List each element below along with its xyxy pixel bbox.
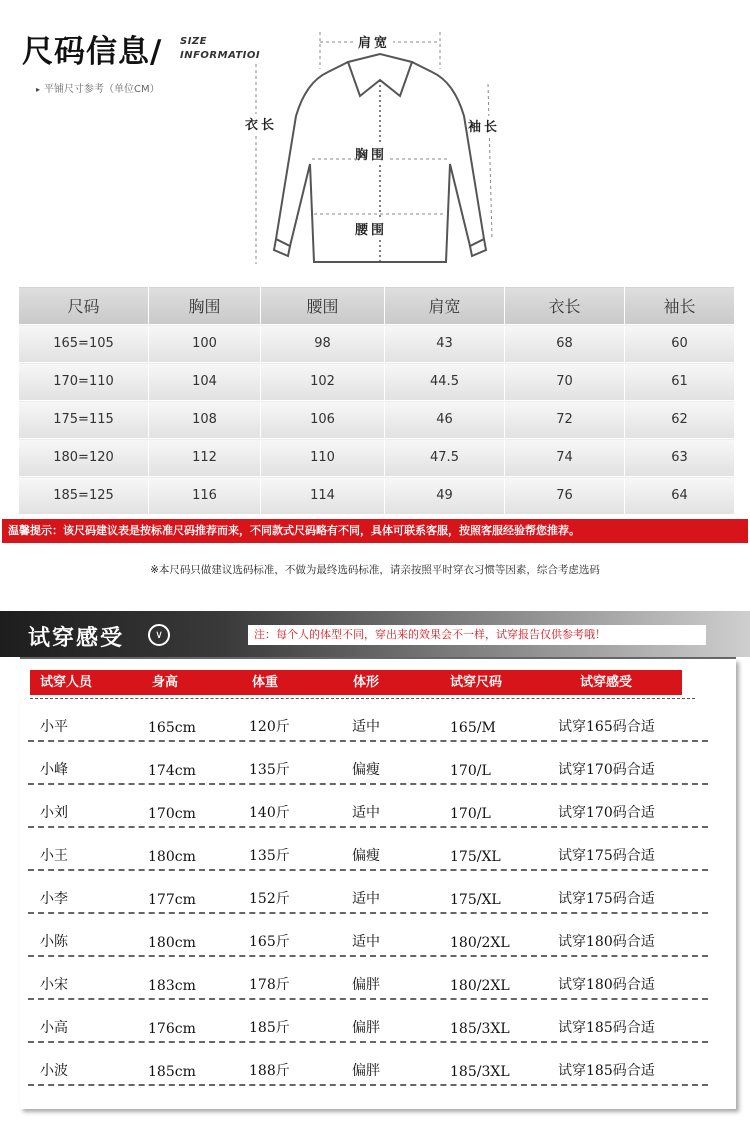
warning-banner: 温馨提示：该尺码建议表是按标准尺码推荐而来，不同款式尺码略有不同，具体可联系客服，按照客服经验帮您推荐。 (2, 519, 748, 543)
tester-feel: 试穿180码合适 (558, 977, 655, 993)
table-cell: 106 (261, 401, 385, 439)
tester-size: 185/3XL (450, 1021, 510, 1037)
table-cell: 61 (625, 363, 735, 401)
table-cell: 170=110 (19, 363, 149, 401)
tester-feel: 试穿170码合适 (558, 805, 655, 821)
table-cell: 43 (385, 325, 505, 363)
tester-weight: 152斤 (249, 891, 290, 907)
tester-weight: 135斤 (249, 762, 290, 778)
page-title: 尺码信息/ (22, 34, 163, 70)
tester-weight: 178斤 (249, 977, 290, 993)
table-cell: 44.5 (385, 363, 505, 401)
label-sleeve: 袖长 (468, 116, 500, 135)
tester-height: 174cm (148, 763, 196, 779)
tester-height: 177cm (148, 892, 196, 908)
tester-height: 185cm (148, 1064, 196, 1080)
tester-size: 175/XL (450, 892, 501, 908)
tester-weight: 165斤 (249, 934, 290, 950)
table-row (28, 699, 708, 742)
shirt-measurement-diagram (230, 24, 530, 279)
label-chest: 胸围 (355, 144, 387, 163)
tester-size: 170/L (450, 763, 491, 779)
col-header-fit-feel: 试穿感受 (580, 675, 633, 690)
tester-height: 180cm (148, 935, 196, 951)
tester-size: 185/3XL (450, 1064, 510, 1080)
table-cell: 47.5 (385, 439, 505, 477)
table-cell: 64 (625, 477, 735, 515)
tester-body-type: 适中 (352, 719, 380, 735)
table-row (28, 1000, 708, 1043)
tester-name: 小刘 (40, 805, 68, 821)
table-cell: 112 (149, 439, 261, 477)
label-length: 衣长 (245, 114, 277, 133)
tester-height: 165cm (148, 720, 196, 736)
fit-section-header (0, 611, 750, 657)
tester-size: 180/2XL (450, 978, 510, 994)
table-row (19, 401, 735, 439)
tester-weight: 185斤 (249, 1020, 290, 1036)
table-row (19, 477, 735, 515)
fit-section-note: 注：每个人的体型不同，穿出来的效果会不一样，试穿报告仅供参考哦！ (248, 625, 706, 645)
chevron-down-circle-icon: ∨ (148, 624, 170, 646)
label-waist: 腰围 (355, 219, 387, 238)
tester-name: 小王 (40, 848, 68, 864)
table-cell: 68 (505, 325, 625, 363)
col-header-height: 身高 (152, 675, 179, 690)
table-row (28, 914, 708, 957)
table-cell: 108 (149, 401, 261, 439)
table-cell: 72 (505, 401, 625, 439)
unit-note-text: 平铺尺寸参考（单位CM） (44, 84, 160, 95)
table-row (19, 325, 735, 363)
tester-feel: 试穿180码合适 (558, 934, 655, 950)
triangle-bullet-icon: ▸ (36, 85, 41, 94)
col-header-length: 衣长 (505, 287, 625, 325)
table-cell: 185=125 (19, 477, 149, 515)
tester-body-type: 偏胖 (352, 977, 380, 993)
table-row (28, 742, 708, 785)
col-header-chest: 胸围 (149, 287, 261, 325)
tester-height: 170cm (148, 806, 196, 822)
tester-height: 180cm (148, 849, 196, 865)
table-cell: 70 (505, 363, 625, 401)
tester-name: 小宋 (40, 977, 68, 993)
table-cell: 116 (149, 477, 261, 515)
table-row (28, 785, 708, 828)
tester-name: 小波 (40, 1063, 68, 1079)
table-cell: 46 (385, 401, 505, 439)
table-cell: 98 (261, 325, 385, 363)
col-header-size: 尺码 (19, 287, 149, 325)
tester-feel: 试穿175码合适 (558, 848, 655, 864)
table-cell: 60 (625, 325, 735, 363)
fit-section-title: 试穿感受 (28, 626, 125, 651)
table-cell: 165=105 (19, 325, 149, 363)
col-header-waist: 腰围 (261, 287, 385, 325)
tester-name: 小平 (40, 719, 68, 735)
table-cell: 114 (261, 477, 385, 515)
table-cell: 175=115 (19, 401, 149, 439)
table-row (28, 828, 708, 871)
tester-weight: 140斤 (249, 805, 290, 821)
tester-feel: 试穿175码合适 (558, 891, 655, 907)
tester-feel: 试穿165码合适 (558, 719, 655, 735)
table-cell: 100 (149, 325, 261, 363)
table-cell: 180=120 (19, 439, 149, 477)
disclaimer-note: ※本尺码只做建议选码标准，不做为最终选码标准，请亲按照平时穿衣习惯等因素，综合考虑选码 (150, 564, 600, 576)
tester-weight: 135斤 (249, 848, 290, 864)
col-header-sleeve: 袖长 (625, 287, 735, 325)
table-cell: 110 (261, 439, 385, 477)
table-cell: 74 (505, 439, 625, 477)
col-header-tester: 试穿人员 (40, 675, 93, 690)
size-chart-table (18, 286, 735, 515)
tester-size: 170/L (450, 806, 491, 822)
col-header-weight: 体重 (252, 675, 279, 690)
tester-height: 183cm (148, 978, 196, 994)
table-cell: 63 (625, 439, 735, 477)
table-cell: 49 (385, 477, 505, 515)
tester-name: 小陈 (40, 934, 68, 950)
table-row (19, 439, 735, 477)
tester-feel: 试穿170码合适 (558, 762, 655, 778)
table-row (19, 363, 735, 401)
col-header-shoulder: 肩宽 (385, 287, 505, 325)
tester-body-type: 适中 (352, 891, 380, 907)
tester-name: 小李 (40, 891, 68, 907)
unit-note (36, 80, 160, 95)
label-shoulder: 肩宽 (355, 32, 393, 51)
title-en-line-1: SIZE (180, 36, 208, 47)
tester-body-type: 偏胖 (352, 1020, 380, 1036)
tester-body-type: 偏胖 (352, 1063, 380, 1079)
tester-height: 176cm (148, 1021, 196, 1037)
tester-body-type: 偏瘦 (352, 762, 380, 778)
tester-weight: 188斤 (249, 1063, 290, 1079)
table-cell: 62 (625, 401, 735, 439)
tester-weight: 120斤 (249, 719, 290, 735)
tester-size: 175/XL (450, 849, 501, 865)
col-header-body-type: 体形 (353, 675, 380, 690)
tester-body-type: 偏瘦 (352, 848, 380, 864)
table-cell: 102 (261, 363, 385, 401)
table-row (28, 1043, 708, 1086)
tester-feel: 试穿185码合适 (558, 1063, 655, 1079)
tester-body-type: 适中 (352, 805, 380, 821)
fit-report-table (20, 659, 736, 1109)
tester-name: 小峰 (40, 762, 68, 778)
table-cell: 104 (149, 363, 261, 401)
tester-name: 小高 (40, 1020, 68, 1036)
tester-body-type: 适中 (352, 934, 380, 950)
table-row (28, 871, 708, 914)
col-header-fit-size: 试穿尺码 (450, 675, 503, 690)
tester-size: 180/2XL (450, 935, 510, 951)
size-table-header-row (19, 287, 735, 325)
tester-feel: 试穿185码合适 (558, 1020, 655, 1036)
table-cell: 76 (505, 477, 625, 515)
fit-table-header-row (30, 670, 682, 695)
table-row (28, 957, 708, 1000)
title-en-line-2: INFORMATIOI (180, 50, 261, 61)
tester-size: 165/M (450, 720, 496, 736)
